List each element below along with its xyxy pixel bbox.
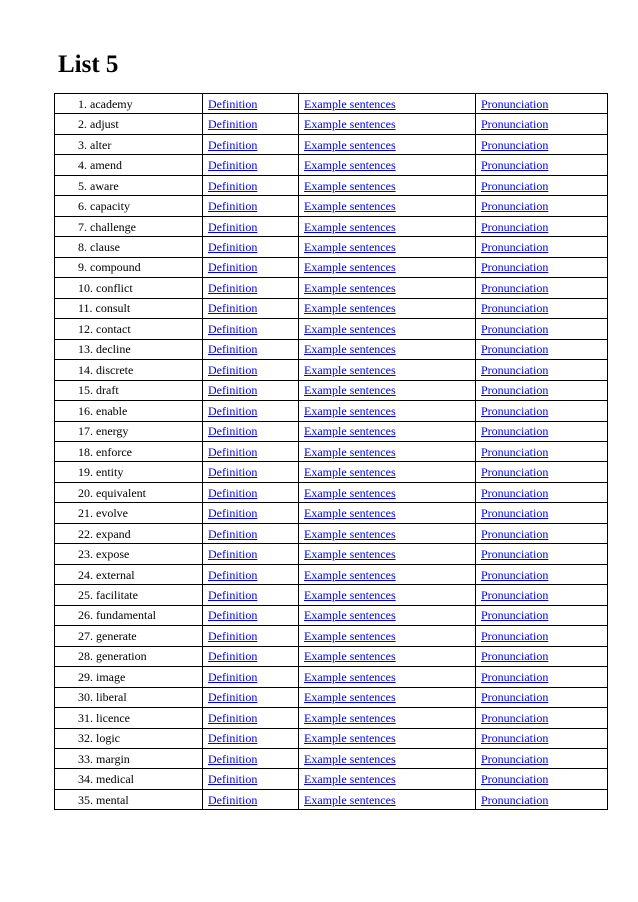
definition-link[interactable]: Definition xyxy=(208,465,258,480)
definition-link-cell xyxy=(203,626,299,646)
definition-link-cell xyxy=(203,155,299,175)
example-sentences-link[interactable]: Example sentences xyxy=(304,383,396,398)
table-row xyxy=(55,380,608,400)
example-sentences-link-cell xyxy=(299,216,476,236)
definition-link[interactable]: Definition xyxy=(208,792,258,807)
table-row xyxy=(55,564,608,584)
table-row xyxy=(55,401,608,421)
example-sentences-link[interactable]: Example sentences xyxy=(304,117,396,132)
pronunciation-link[interactable]: Pronunciation xyxy=(481,772,549,787)
example-sentences-link[interactable]: Example sentences xyxy=(304,96,396,111)
pronunciation-link[interactable]: Pronunciation xyxy=(481,608,549,623)
definition-link[interactable]: Definition xyxy=(208,608,258,623)
pronunciation-link[interactable]: Pronunciation xyxy=(481,342,549,357)
word-cell: 16. enable xyxy=(55,401,203,421)
word-cell: 14. discrete xyxy=(55,360,203,380)
word-cell: 11. consult xyxy=(55,298,203,318)
table-row xyxy=(55,749,608,769)
example-sentences-link[interactable]: Example sentences xyxy=(304,158,396,173)
table-row xyxy=(55,114,608,134)
example-sentences-link-cell xyxy=(299,134,476,154)
example-sentences-link[interactable]: Example sentences xyxy=(304,403,396,418)
example-sentences-link-cell xyxy=(299,237,476,257)
pronunciation-link[interactable]: Pronunciation xyxy=(481,260,549,275)
definition-link[interactable]: Definition xyxy=(208,219,258,234)
word-cell: 2. adjust xyxy=(55,114,203,134)
example-sentences-link[interactable]: Example sentences xyxy=(304,710,396,725)
example-sentences-link[interactable]: Example sentences xyxy=(304,321,396,336)
definition-link-cell xyxy=(203,523,299,543)
pronunciation-link[interactable]: Pronunciation xyxy=(481,669,549,684)
definition-link-cell xyxy=(203,175,299,195)
table-row xyxy=(55,503,608,523)
definition-link-cell xyxy=(203,257,299,277)
example-sentences-link[interactable]: Example sentences xyxy=(304,669,396,684)
pronunciation-link[interactable]: Pronunciation xyxy=(481,751,549,766)
word-cell: 3. alter xyxy=(55,134,203,154)
definition-link-cell xyxy=(203,708,299,728)
pronunciation-link-cell xyxy=(476,319,608,339)
pronunciation-link-cell xyxy=(476,523,608,543)
example-sentences-link[interactable]: Example sentences xyxy=(304,280,396,295)
pronunciation-link-cell xyxy=(476,605,608,625)
pronunciation-link[interactable]: Pronunciation xyxy=(481,240,549,255)
definition-link-cell xyxy=(203,503,299,523)
definition-link[interactable]: Definition xyxy=(208,403,258,418)
table-row xyxy=(55,339,608,359)
pronunciation-link[interactable]: Pronunciation xyxy=(481,383,549,398)
word-cell: 24. external xyxy=(55,564,203,584)
example-sentences-link-cell xyxy=(299,789,476,809)
definition-link[interactable]: Definition xyxy=(208,628,258,643)
pronunciation-link[interactable]: Pronunciation xyxy=(481,587,549,602)
definition-link[interactable]: Definition xyxy=(208,117,258,132)
table-row xyxy=(55,605,608,625)
pronunciation-link-cell xyxy=(476,94,608,114)
pronunciation-link-cell xyxy=(476,462,608,482)
table-row xyxy=(55,298,608,318)
example-sentences-link[interactable]: Example sentences xyxy=(304,301,396,316)
example-sentences-link[interactable]: Example sentences xyxy=(304,260,396,275)
table-row xyxy=(55,462,608,482)
pronunciation-link-cell xyxy=(476,441,608,461)
definition-link-cell xyxy=(203,134,299,154)
pronunciation-link-cell xyxy=(476,667,608,687)
example-sentences-link[interactable]: Example sentences xyxy=(304,424,396,439)
word-list-table xyxy=(54,93,608,810)
word-cell: 29. image xyxy=(55,667,203,687)
definition-link-cell xyxy=(203,728,299,748)
word-cell: 30. liberal xyxy=(55,687,203,707)
word-cell: 13. decline xyxy=(55,339,203,359)
word-cell: 25. facilitate xyxy=(55,585,203,605)
table-row xyxy=(55,237,608,257)
definition-link[interactable]: Definition xyxy=(208,383,258,398)
pronunciation-link-cell xyxy=(476,482,608,502)
definition-link[interactable]: Definition xyxy=(208,567,258,582)
table-row xyxy=(55,196,608,216)
pronunciation-link-cell xyxy=(476,708,608,728)
table-row xyxy=(55,687,608,707)
example-sentences-link[interactable]: Example sentences xyxy=(304,792,396,807)
table-row xyxy=(55,134,608,154)
definition-link[interactable]: Definition xyxy=(208,444,258,459)
pronunciation-link-cell xyxy=(476,339,608,359)
example-sentences-link-cell xyxy=(299,564,476,584)
word-cell: 19. entity xyxy=(55,462,203,482)
example-sentences-link[interactable]: Example sentences xyxy=(304,751,396,766)
pronunciation-link-cell xyxy=(476,728,608,748)
definition-link[interactable]: Definition xyxy=(208,424,258,439)
example-sentences-link[interactable]: Example sentences xyxy=(304,690,396,705)
example-sentences-link-cell xyxy=(299,196,476,216)
table-row xyxy=(55,155,608,175)
example-sentences-link[interactable]: Example sentences xyxy=(304,587,396,602)
definition-link-cell xyxy=(203,441,299,461)
pronunciation-link-cell xyxy=(476,134,608,154)
word-cell: 7. challenge xyxy=(55,216,203,236)
example-sentences-link-cell xyxy=(299,94,476,114)
example-sentences-link-cell xyxy=(299,667,476,687)
definition-link-cell xyxy=(203,605,299,625)
example-sentences-link[interactable]: Example sentences xyxy=(304,628,396,643)
definition-link[interactable]: Definition xyxy=(208,751,258,766)
pronunciation-link[interactable]: Pronunciation xyxy=(481,792,549,807)
pronunciation-link-cell xyxy=(476,196,608,216)
pronunciation-link[interactable]: Pronunciation xyxy=(481,321,549,336)
example-sentences-link-cell xyxy=(299,687,476,707)
definition-link[interactable]: Definition xyxy=(208,178,258,193)
table-row xyxy=(55,646,608,666)
definition-link[interactable]: Definition xyxy=(208,669,258,684)
pronunciation-link[interactable]: Pronunciation xyxy=(481,731,549,746)
pronunciation-link[interactable]: Pronunciation xyxy=(481,362,549,377)
word-list-body xyxy=(55,94,608,810)
example-sentences-link-cell xyxy=(299,441,476,461)
definition-link-cell xyxy=(203,216,299,236)
example-sentences-link-cell xyxy=(299,462,476,482)
example-sentences-link[interactable]: Example sentences xyxy=(304,199,396,214)
word-cell: 21. evolve xyxy=(55,503,203,523)
definition-link[interactable]: Definition xyxy=(208,301,258,316)
word-cell: 1. academy xyxy=(55,94,203,114)
table-row xyxy=(55,544,608,564)
definition-link-cell xyxy=(203,544,299,564)
table-row xyxy=(55,585,608,605)
definition-link-cell xyxy=(203,278,299,298)
word-cell: 18. enforce xyxy=(55,441,203,461)
word-cell: 34. medical xyxy=(55,769,203,789)
pronunciation-link[interactable]: Pronunciation xyxy=(481,158,549,173)
pronunciation-link[interactable]: Pronunciation xyxy=(481,628,549,643)
example-sentences-link[interactable]: Example sentences xyxy=(304,506,396,521)
definition-link-cell xyxy=(203,749,299,769)
example-sentences-link[interactable]: Example sentences xyxy=(304,465,396,480)
pronunciation-link[interactable]: Pronunciation xyxy=(481,137,549,152)
definition-link-cell xyxy=(203,585,299,605)
example-sentences-link-cell xyxy=(299,503,476,523)
example-sentences-link-cell xyxy=(299,278,476,298)
pronunciation-link-cell xyxy=(476,687,608,707)
pronunciation-link-cell xyxy=(476,401,608,421)
definition-link-cell xyxy=(203,421,299,441)
pronunciation-link-cell xyxy=(476,360,608,380)
definition-link[interactable]: Definition xyxy=(208,710,258,725)
definition-link-cell xyxy=(203,196,299,216)
pronunciation-link-cell xyxy=(476,749,608,769)
example-sentences-link-cell xyxy=(299,298,476,318)
pronunciation-link[interactable]: Pronunciation xyxy=(481,403,549,418)
example-sentences-link[interactable]: Example sentences xyxy=(304,567,396,582)
example-sentences-link[interactable]: Example sentences xyxy=(304,240,396,255)
word-cell: 32. logic xyxy=(55,728,203,748)
pronunciation-link-cell xyxy=(476,544,608,564)
pronunciation-link[interactable]: Pronunciation xyxy=(481,465,549,480)
definition-link-cell xyxy=(203,114,299,134)
definition-link[interactable]: Definition xyxy=(208,158,258,173)
example-sentences-link-cell xyxy=(299,626,476,646)
word-cell: 12. contact xyxy=(55,319,203,339)
definition-link[interactable]: Definition xyxy=(208,260,258,275)
example-sentences-link-cell xyxy=(299,482,476,502)
word-cell: 10. conflict xyxy=(55,278,203,298)
pronunciation-link[interactable]: Pronunciation xyxy=(481,301,549,316)
table-row xyxy=(55,728,608,748)
definition-link[interactable]: Definition xyxy=(208,137,258,152)
word-cell: 35. mental xyxy=(55,789,203,809)
definition-link[interactable]: Definition xyxy=(208,321,258,336)
word-cell: 33. margin xyxy=(55,749,203,769)
pronunciation-link-cell xyxy=(476,237,608,257)
definition-link[interactable]: Definition xyxy=(208,199,258,214)
example-sentences-link[interactable]: Example sentences xyxy=(304,608,396,623)
example-sentences-link[interactable]: Example sentences xyxy=(304,219,396,234)
example-sentences-link[interactable]: Example sentences xyxy=(304,526,396,541)
example-sentences-link-cell xyxy=(299,401,476,421)
example-sentences-link-cell xyxy=(299,708,476,728)
word-cell: 8. clause xyxy=(55,237,203,257)
pronunciation-link-cell xyxy=(476,175,608,195)
definition-link[interactable]: Definition xyxy=(208,690,258,705)
word-cell: 23. expose xyxy=(55,544,203,564)
definition-link-cell xyxy=(203,789,299,809)
table-row xyxy=(55,278,608,298)
table-row xyxy=(55,360,608,380)
word-cell: 26. fundamental xyxy=(55,605,203,625)
table-row xyxy=(55,708,608,728)
example-sentences-link-cell xyxy=(299,749,476,769)
word-cell: 27. generate xyxy=(55,626,203,646)
pronunciation-link[interactable]: Pronunciation xyxy=(481,567,549,582)
table-row xyxy=(55,216,608,236)
pronunciation-link[interactable]: Pronunciation xyxy=(481,690,549,705)
pronunciation-link-cell xyxy=(476,421,608,441)
table-row xyxy=(55,769,608,789)
definition-link-cell xyxy=(203,298,299,318)
definition-link-cell xyxy=(203,769,299,789)
definition-link[interactable]: Definition xyxy=(208,485,258,500)
example-sentences-link[interactable]: Example sentences xyxy=(304,342,396,357)
pronunciation-link-cell xyxy=(476,769,608,789)
example-sentences-link[interactable]: Example sentences xyxy=(304,649,396,664)
definition-link[interactable]: Definition xyxy=(208,96,258,111)
definition-link-cell xyxy=(203,667,299,687)
pronunciation-link[interactable]: Pronunciation xyxy=(481,199,549,214)
table-row xyxy=(55,789,608,809)
word-cell: 31. licence xyxy=(55,708,203,728)
pronunciation-link-cell xyxy=(476,114,608,134)
definition-link-cell xyxy=(203,462,299,482)
pronunciation-link-cell xyxy=(476,257,608,277)
word-cell: 22. expand xyxy=(55,523,203,543)
example-sentences-link[interactable]: Example sentences xyxy=(304,444,396,459)
table-row xyxy=(55,441,608,461)
example-sentences-link[interactable]: Example sentences xyxy=(304,547,396,562)
definition-link-cell xyxy=(203,646,299,666)
pronunciation-link-cell xyxy=(476,626,608,646)
example-sentences-link-cell xyxy=(299,155,476,175)
word-cell: 5. aware xyxy=(55,175,203,195)
word-cell: 17. energy xyxy=(55,421,203,441)
definition-link-cell xyxy=(203,360,299,380)
definition-link[interactable]: Definition xyxy=(208,547,258,562)
example-sentences-link-cell xyxy=(299,605,476,625)
pronunciation-link[interactable]: Pronunciation xyxy=(481,178,549,193)
pronunciation-link-cell xyxy=(476,278,608,298)
word-cell: 20. equivalent xyxy=(55,482,203,502)
pronunciation-link[interactable]: Pronunciation xyxy=(481,424,549,439)
pronunciation-link[interactable]: Pronunciation xyxy=(481,96,549,111)
word-cell: 4. amend xyxy=(55,155,203,175)
pronunciation-link-cell xyxy=(476,298,608,318)
example-sentences-link-cell xyxy=(299,646,476,666)
example-sentences-link-cell xyxy=(299,728,476,748)
pronunciation-link[interactable]: Pronunciation xyxy=(481,526,549,541)
example-sentences-link-cell xyxy=(299,421,476,441)
example-sentences-link-cell xyxy=(299,339,476,359)
table-row xyxy=(55,421,608,441)
example-sentences-link-cell xyxy=(299,175,476,195)
pronunciation-link-cell xyxy=(476,216,608,236)
example-sentences-link-cell xyxy=(299,257,476,277)
definition-link[interactable]: Definition xyxy=(208,506,258,521)
definition-link[interactable]: Definition xyxy=(208,772,258,787)
pronunciation-link[interactable]: Pronunciation xyxy=(481,506,549,521)
table-row xyxy=(55,319,608,339)
example-sentences-link-cell xyxy=(299,114,476,134)
example-sentences-link[interactable]: Example sentences xyxy=(304,772,396,787)
definition-link-cell xyxy=(203,380,299,400)
pronunciation-link-cell xyxy=(476,646,608,666)
example-sentences-link[interactable]: Example sentences xyxy=(304,485,396,500)
table-row xyxy=(55,482,608,502)
pronunciation-link-cell xyxy=(476,155,608,175)
definition-link[interactable]: Definition xyxy=(208,280,258,295)
pronunciation-link[interactable]: Pronunciation xyxy=(481,485,549,500)
definition-link-cell xyxy=(203,482,299,502)
pronunciation-link-cell xyxy=(476,380,608,400)
definition-link[interactable]: Definition xyxy=(208,587,258,602)
example-sentences-link[interactable]: Example sentences xyxy=(304,137,396,152)
word-cell: 15. draft xyxy=(55,380,203,400)
definition-link[interactable]: Definition xyxy=(208,240,258,255)
pronunciation-link-cell xyxy=(476,585,608,605)
page-title: List 5 xyxy=(58,51,119,78)
definition-link-cell xyxy=(203,687,299,707)
pronunciation-link[interactable]: Pronunciation xyxy=(481,444,549,459)
pronunciation-link-cell xyxy=(476,503,608,523)
example-sentences-link-cell xyxy=(299,523,476,543)
pronunciation-link[interactable]: Pronunciation xyxy=(481,117,549,132)
table-row xyxy=(55,667,608,687)
example-sentences-link[interactable]: Example sentences xyxy=(304,178,396,193)
pronunciation-link-cell xyxy=(476,564,608,584)
definition-link-cell xyxy=(203,319,299,339)
table-row xyxy=(55,94,608,114)
table-row xyxy=(55,626,608,646)
example-sentences-link-cell xyxy=(299,319,476,339)
pronunciation-link[interactable]: Pronunciation xyxy=(481,710,549,725)
definition-link[interactable]: Definition xyxy=(208,526,258,541)
word-cell: 6. capacity xyxy=(55,196,203,216)
example-sentences-link-cell xyxy=(299,769,476,789)
table-row xyxy=(55,257,608,277)
example-sentences-link-cell xyxy=(299,544,476,564)
table-row xyxy=(55,175,608,195)
pronunciation-link[interactable]: Pronunciation xyxy=(481,280,549,295)
definition-link[interactable]: Definition xyxy=(208,362,258,377)
definition-link[interactable]: Definition xyxy=(208,342,258,357)
table-row xyxy=(55,523,608,543)
definition-link-cell xyxy=(203,401,299,421)
definition-link[interactable]: Definition xyxy=(208,731,258,746)
example-sentences-link-cell xyxy=(299,585,476,605)
pronunciation-link-cell xyxy=(476,789,608,809)
definition-link-cell xyxy=(203,339,299,359)
word-cell: 9. compound xyxy=(55,257,203,277)
definition-link-cell xyxy=(203,237,299,257)
definition-link-cell xyxy=(203,564,299,584)
pronunciation-link[interactable]: Pronunciation xyxy=(481,219,549,234)
pronunciation-link[interactable]: Pronunciation xyxy=(481,649,549,664)
example-sentences-link[interactable]: Example sentences xyxy=(304,362,396,377)
example-sentences-link-cell xyxy=(299,360,476,380)
example-sentences-link-cell xyxy=(299,380,476,400)
definition-link-cell xyxy=(203,94,299,114)
word-cell: 28. generation xyxy=(55,646,203,666)
example-sentences-link[interactable]: Example sentences xyxy=(304,731,396,746)
pronunciation-link[interactable]: Pronunciation xyxy=(481,547,549,562)
definition-link[interactable]: Definition xyxy=(208,649,258,664)
